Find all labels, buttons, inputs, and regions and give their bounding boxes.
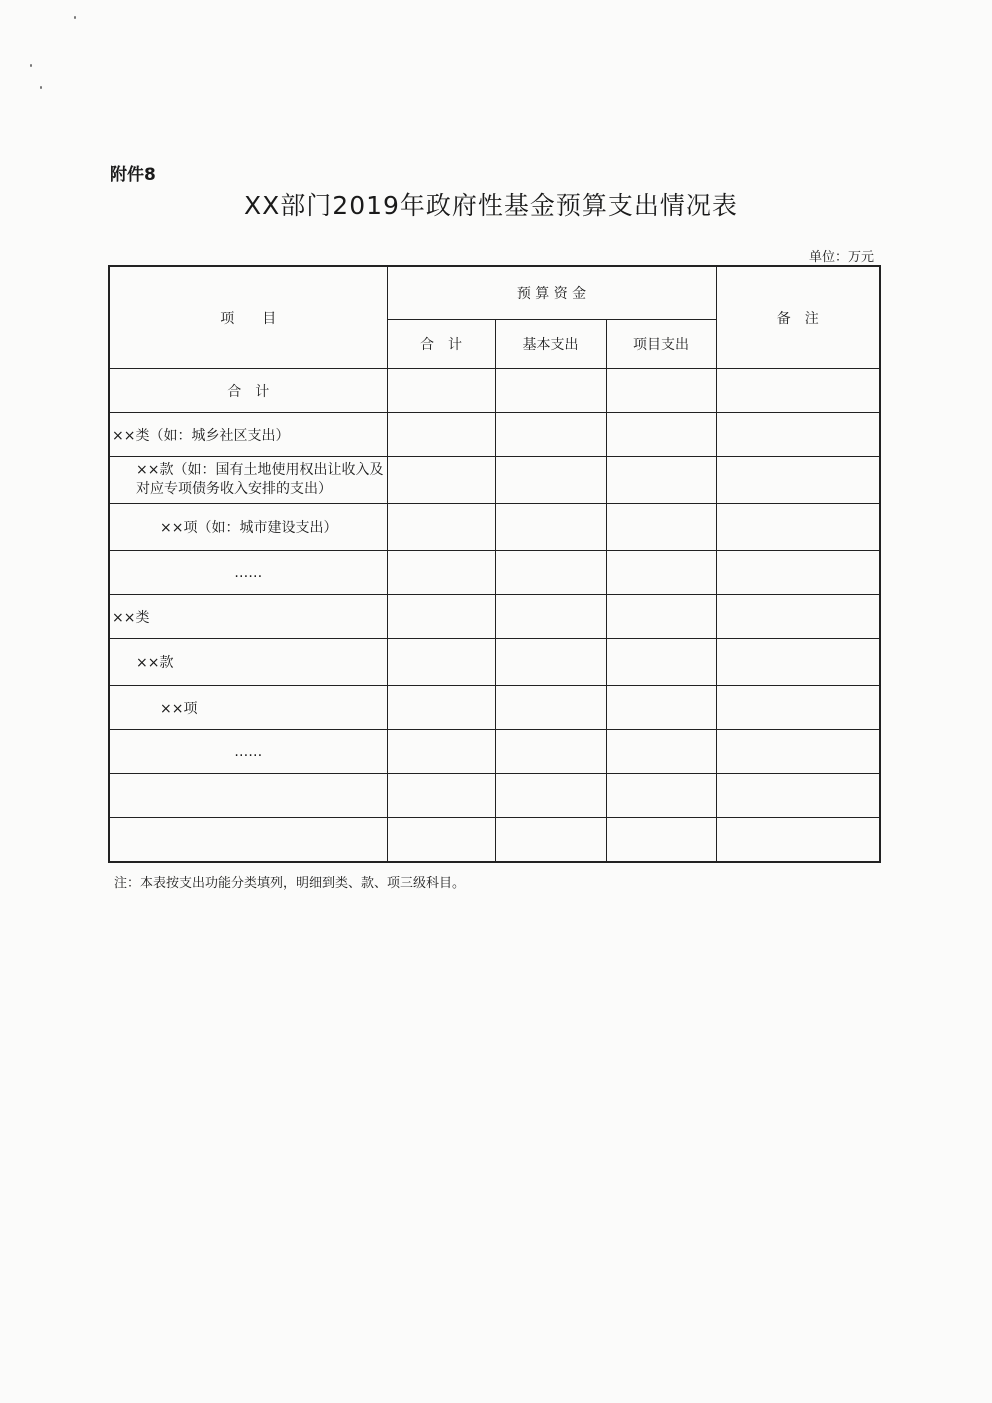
cell-remark (716, 369, 880, 413)
cell-project (606, 369, 716, 413)
title-text: XX部门2019年政府性基金预算支出情况表 (244, 191, 738, 220)
scan-speck (40, 86, 42, 89)
cell-total (387, 595, 495, 639)
row-label: 合 计 (109, 369, 387, 413)
cell-total (387, 639, 495, 686)
cell-remark (716, 730, 880, 774)
table-row (109, 730, 880, 774)
cell-basic (495, 595, 606, 639)
header-budget-funds: 预 算 资 金 (387, 266, 716, 320)
row-label (109, 774, 387, 818)
row-label: ××款（如：国有土地使用权出让收入及对应专项债务收入安排的支出） (109, 457, 387, 504)
cell-basic (495, 818, 606, 863)
table-header-row (109, 266, 880, 320)
cell-project (606, 413, 716, 457)
unit-label: 单位：万元 (808, 250, 874, 265)
cell-total (387, 551, 495, 595)
budget-table (108, 265, 881, 863)
cell-remark (716, 551, 880, 595)
cell-project (606, 818, 716, 863)
row-label: ××款 (109, 639, 387, 686)
cell-basic (495, 369, 606, 413)
row-label: ××类 (109, 595, 387, 639)
table-row (109, 774, 880, 818)
cell-basic (495, 639, 606, 686)
cell-basic (495, 551, 606, 595)
row-label: …… (109, 551, 387, 595)
cell-project (606, 457, 716, 504)
cell-total (387, 730, 495, 774)
cell-remark (716, 818, 880, 863)
cell-total (387, 369, 495, 413)
cell-total (387, 413, 495, 457)
cell-basic (495, 730, 606, 774)
cell-basic (495, 774, 606, 818)
cell-basic (495, 504, 606, 551)
row-label: ××项（如：城市建设支出） (109, 504, 387, 551)
table-row (109, 686, 880, 730)
cell-basic (495, 686, 606, 730)
cell-total (387, 818, 495, 863)
cell-basic (495, 413, 606, 457)
table-row (109, 639, 880, 686)
cell-project (606, 595, 716, 639)
table-row (109, 369, 880, 413)
cell-project (606, 774, 716, 818)
footnote: 注：本表按支出功能分类填列，明细到类、款、项三级科目。 (114, 876, 466, 891)
table-row (109, 595, 880, 639)
cell-project (606, 730, 716, 774)
row-label: ××项 (109, 686, 387, 730)
header-remark: 备 注 (716, 266, 880, 369)
scan-speck (30, 64, 32, 67)
cell-total (387, 774, 495, 818)
table-row (109, 551, 880, 595)
cell-remark (716, 686, 880, 730)
row-label: ××类（如：城乡社区支出） (109, 413, 387, 457)
cell-total (387, 686, 495, 730)
scan-speck (74, 16, 76, 19)
table-row (109, 818, 880, 863)
subheader-basic-expenditure: 基本支出 (495, 320, 606, 369)
table-row (109, 413, 880, 457)
cell-project (606, 551, 716, 595)
subheader-total: 合 计 (387, 320, 495, 369)
cell-remark (716, 413, 880, 457)
table-row (109, 457, 880, 504)
cell-remark (716, 504, 880, 551)
row-label: …… (109, 730, 387, 774)
cell-project (606, 686, 716, 730)
cell-remark (716, 457, 880, 504)
cell-project (606, 639, 716, 686)
cell-remark (716, 774, 880, 818)
cell-total (387, 504, 495, 551)
cell-total (387, 457, 495, 504)
cell-project (606, 504, 716, 551)
page-title (0, 186, 992, 222)
row-label (109, 818, 387, 863)
cell-remark (716, 595, 880, 639)
attachment-label: 附件8 (110, 165, 156, 185)
header-item: 项 目 (109, 266, 387, 369)
table-row (109, 504, 880, 551)
cell-basic (495, 457, 606, 504)
subheader-project-expenditure: 项目支出 (606, 320, 716, 369)
cell-remark (716, 639, 880, 686)
